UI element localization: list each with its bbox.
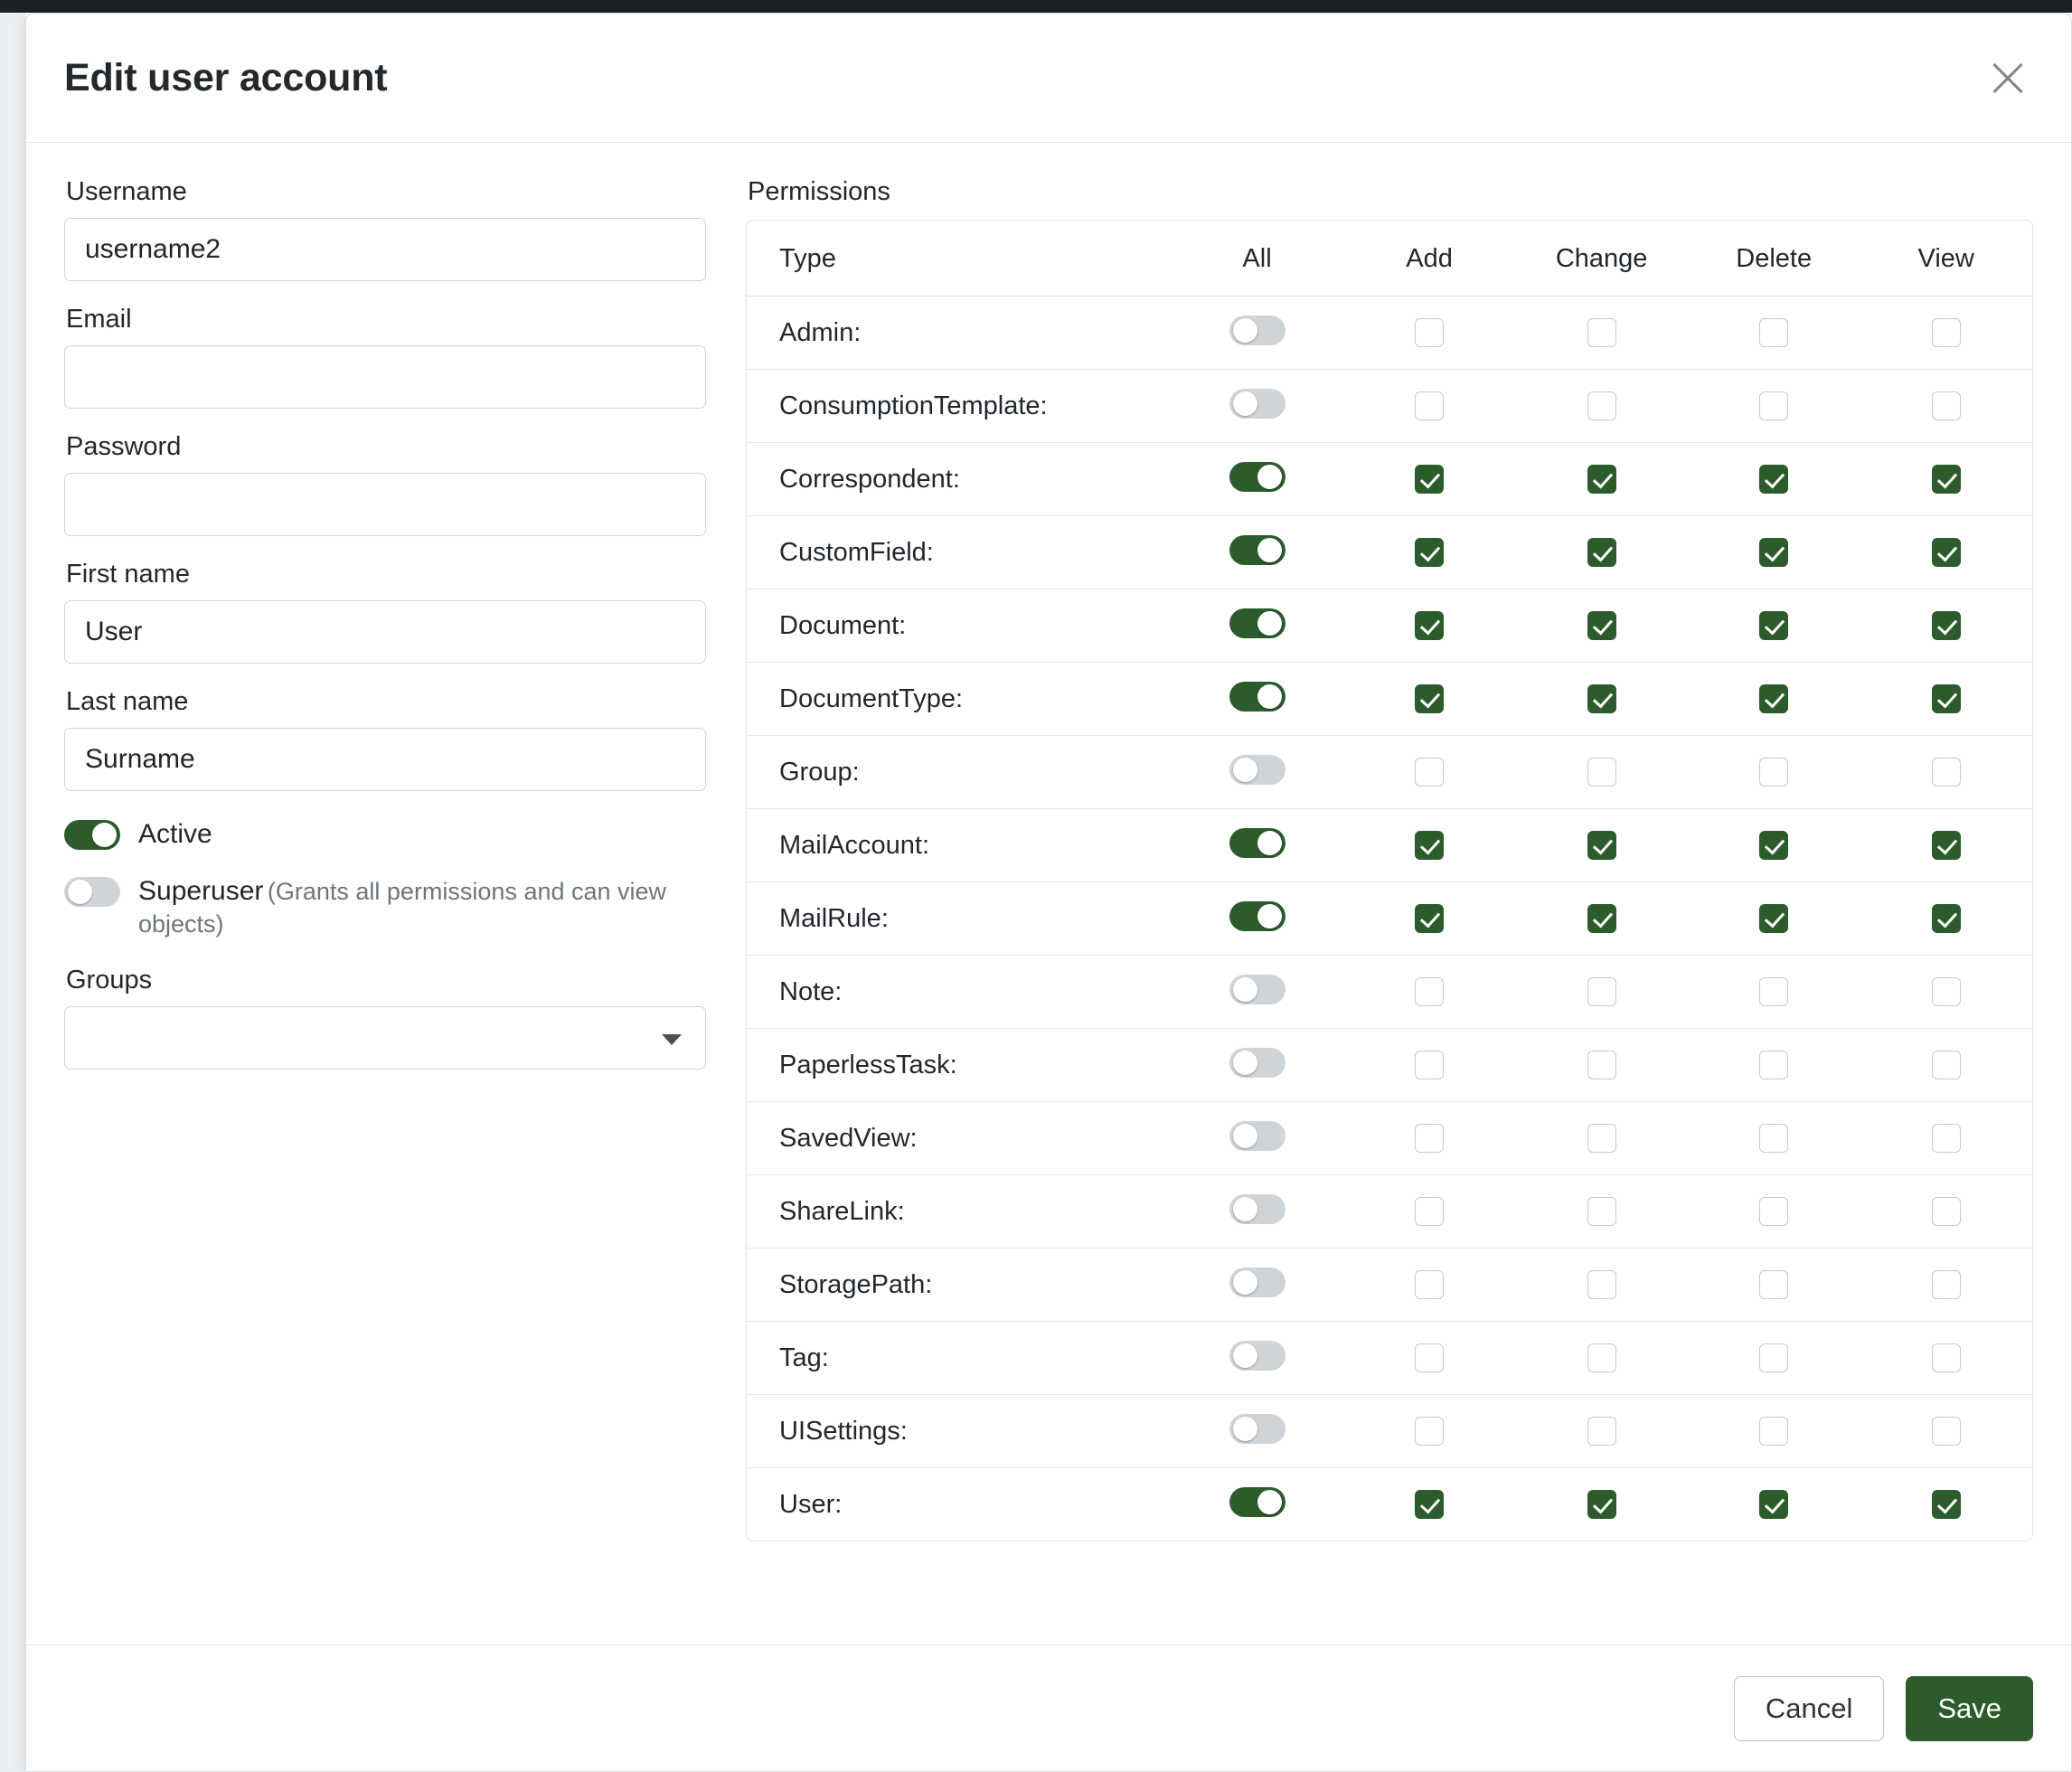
permission-change-cell — [1515, 1395, 1688, 1468]
permission-delete-checkbox[interactable] — [1759, 318, 1788, 347]
permission-change-checkbox[interactable] — [1587, 1051, 1616, 1079]
permission-delete-checkbox[interactable] — [1759, 1197, 1788, 1226]
permission-type-label: Tag: — [747, 1322, 1171, 1395]
permission-type-label: User: — [779, 1489, 843, 1519]
permission-all-toggle[interactable] — [1229, 1048, 1286, 1078]
column-header-view: View — [1860, 221, 2032, 297]
permission-add-cell — [1343, 589, 1516, 663]
permission-delete-checkbox[interactable] — [1759, 611, 1788, 640]
permission-change-checkbox[interactable] — [1587, 1270, 1616, 1299]
permission-add-checkbox[interactable] — [1415, 758, 1444, 787]
cancel-button[interactable]: Cancel — [1734, 1676, 1885, 1741]
groups-label: Groups — [66, 966, 153, 994]
table-row — [747, 956, 2032, 1029]
permission-view-cell — [1860, 809, 2032, 882]
permission-change-checkbox[interactable] — [1587, 758, 1616, 787]
permission-change-cell — [1515, 1249, 1688, 1322]
permission-all-cell — [1171, 736, 1343, 809]
permission-all-toggle[interactable] — [1229, 462, 1286, 492]
permission-type-label: Document: — [747, 589, 1171, 663]
active-toggle-row — [64, 815, 706, 853]
column-header-add: Add — [1343, 221, 1516, 297]
permissions-title: Permissions — [748, 177, 890, 206]
permission-change-checkbox[interactable] — [1587, 1490, 1616, 1519]
permission-delete-cell — [1688, 443, 1860, 516]
table-row — [747, 1029, 2032, 1102]
table-row — [747, 443, 2032, 516]
permission-change-cell — [1515, 443, 1688, 516]
permission-view-checkbox[interactable] — [1932, 904, 1961, 933]
password-field-group — [64, 432, 706, 536]
table-row — [747, 736, 2032, 809]
permission-view-cell — [1860, 736, 2032, 809]
active-toggle[interactable] — [64, 820, 120, 850]
permission-all-cell — [1171, 297, 1343, 370]
permission-all-cell — [1171, 1102, 1343, 1175]
permission-delete-cell — [1688, 736, 1860, 809]
permission-add-cell — [1343, 370, 1516, 443]
permission-view-checkbox[interactable] — [1932, 1197, 1961, 1226]
permission-view-checkbox[interactable] — [1932, 1270, 1961, 1299]
permission-view-cell — [1860, 1029, 2032, 1102]
permission-delete-checkbox[interactable] — [1759, 977, 1788, 1006]
permission-add-cell — [1343, 809, 1516, 882]
permission-add-checkbox[interactable] — [1415, 1343, 1444, 1372]
permission-type-label: MailAccount: — [747, 809, 1171, 882]
permission-view-cell — [1860, 516, 2032, 589]
permission-delete-checkbox[interactable] — [1759, 1051, 1788, 1079]
permission-view-checkbox[interactable] — [1932, 1417, 1961, 1446]
permission-delete-cell — [1688, 663, 1860, 736]
permission-delete-cell — [1688, 1175, 1860, 1249]
permission-all-cell — [1171, 1175, 1343, 1249]
permission-all-cell — [1171, 1029, 1343, 1102]
permission-delete-checkbox[interactable] — [1759, 758, 1788, 787]
permission-view-cell — [1860, 1175, 2032, 1249]
permission-add-checkbox[interactable] — [1415, 904, 1444, 933]
permission-change-cell — [1515, 663, 1688, 736]
permission-type-label: StoragePath: — [747, 1249, 1171, 1322]
permission-change-checkbox[interactable] — [1587, 904, 1616, 933]
permission-type-label: ConsumptionTemplate: — [747, 370, 1171, 443]
permission-change-cell — [1515, 297, 1688, 370]
table-row — [747, 1395, 2032, 1468]
permission-view-cell — [1860, 1395, 2032, 1468]
column-header-delete: Delete — [1688, 221, 1860, 297]
close-icon[interactable] — [1983, 52, 2033, 103]
column-header-type: Type — [747, 221, 1171, 297]
password-field[interactable] — [64, 473, 706, 536]
permission-type-label: UISettings: — [747, 1395, 1171, 1468]
permission-add-checkbox[interactable] — [1415, 1490, 1444, 1519]
first-name-field-group — [64, 560, 706, 664]
dialog-header — [26, 14, 2071, 143]
permission-change-cell — [1515, 956, 1688, 1029]
table-row — [747, 516, 2032, 589]
permission-type-label: Group: — [747, 736, 1171, 809]
edit-user-account-dialog — [25, 13, 2072, 1772]
permission-all-toggle[interactable] — [1229, 901, 1286, 931]
permission-add-checkbox[interactable] — [1415, 1124, 1444, 1153]
permission-delete-cell — [1688, 297, 1860, 370]
permission-all-toggle[interactable] — [1229, 535, 1286, 565]
username-field-group — [64, 177, 706, 281]
permission-delete-cell — [1688, 1322, 1860, 1395]
permission-add-cell — [1343, 443, 1516, 516]
permission-view-checkbox[interactable] — [1932, 977, 1961, 1006]
permission-add-cell — [1343, 516, 1516, 589]
user-form — [64, 177, 706, 1645]
permission-delete-cell — [1688, 516, 1860, 589]
permission-all-toggle[interactable] — [1229, 755, 1286, 785]
permission-view-cell — [1860, 663, 2032, 736]
permission-change-checkbox[interactable] — [1587, 318, 1616, 347]
last-name-input[interactable] — [64, 728, 706, 791]
table-row — [747, 370, 2032, 443]
permission-all-toggle[interactable] — [1229, 1194, 1286, 1224]
permission-change-checkbox[interactable] — [1587, 1124, 1616, 1153]
permission-view-checkbox[interactable] — [1932, 538, 1961, 567]
permission-all-cell — [1171, 443, 1343, 516]
permission-delete-cell — [1688, 1395, 1860, 1468]
permission-add-cell — [1343, 297, 1516, 370]
permission-view-cell — [1860, 1322, 2032, 1395]
permission-delete-cell — [1688, 882, 1860, 956]
table-row — [747, 589, 2032, 663]
permission-change-cell — [1515, 1029, 1688, 1102]
permission-delete-cell — [1688, 1102, 1860, 1175]
permission-all-cell — [1171, 956, 1343, 1029]
permission-add-checkbox[interactable] — [1415, 977, 1444, 1006]
permission-change-checkbox[interactable] — [1587, 538, 1616, 567]
permission-add-cell — [1343, 663, 1516, 736]
first-name-input[interactable] — [64, 600, 706, 664]
permission-add-cell — [1343, 1102, 1516, 1175]
permission-delete-checkbox[interactable] — [1759, 904, 1788, 933]
permission-all-cell — [1171, 1322, 1343, 1395]
permission-delete-checkbox[interactable] — [1759, 684, 1788, 713]
permission-add-checkbox[interactable] — [1415, 318, 1444, 347]
dialog-footer — [26, 1645, 2071, 1771]
permission-all-toggle[interactable] — [1229, 828, 1286, 858]
permissions-table — [746, 220, 2033, 1541]
permission-type-label: CustomField: — [747, 516, 1171, 589]
active-label: Active — [138, 819, 212, 849]
permission-type-label: Note: — [747, 956, 1171, 1029]
username-input[interactable] — [64, 218, 706, 281]
permission-view-checkbox[interactable] — [1932, 1343, 1961, 1372]
permission-view-checkbox[interactable] — [1932, 465, 1961, 494]
permission-view-cell — [1860, 1102, 2032, 1175]
permission-all-cell — [1171, 516, 1343, 589]
permission-view-checkbox[interactable] — [1932, 1051, 1961, 1079]
table-row — [747, 1322, 2032, 1395]
permission-delete-cell — [1688, 956, 1860, 1029]
permission-add-cell — [1343, 736, 1516, 809]
permission-add-checkbox[interactable] — [1415, 391, 1444, 420]
permission-delete-checkbox[interactable] — [1759, 1270, 1788, 1299]
permission-all-toggle[interactable] — [1229, 1341, 1286, 1371]
permission-change-checkbox[interactable] — [1587, 1343, 1616, 1372]
permission-view-cell — [1860, 443, 2032, 516]
permission-all-toggle[interactable] — [1229, 975, 1286, 1004]
permission-add-cell — [1343, 1322, 1516, 1395]
permission-change-cell — [1515, 882, 1688, 956]
permission-add-checkbox[interactable] — [1415, 465, 1444, 494]
permission-view-checkbox[interactable] — [1932, 318, 1961, 347]
permission-change-cell — [1515, 809, 1688, 882]
permission-view-cell — [1860, 882, 2032, 956]
permission-delete-cell — [1688, 370, 1860, 443]
permission-change-checkbox[interactable] — [1587, 391, 1616, 420]
permission-all-toggle[interactable] — [1229, 316, 1286, 345]
permission-change-cell — [1515, 736, 1688, 809]
permission-all-toggle[interactable] — [1229, 389, 1286, 419]
permission-add-cell — [1343, 1175, 1516, 1249]
permission-type-label: MailRule: — [747, 882, 1171, 956]
permission-change-checkbox[interactable] — [1587, 1417, 1616, 1446]
dialog-body — [26, 143, 2071, 1645]
superuser-toggle-row — [64, 872, 706, 938]
permission-view-cell — [1860, 370, 2032, 443]
table-row — [747, 297, 2032, 370]
permission-add-cell — [1343, 882, 1516, 956]
permission-add-checkbox[interactable] — [1415, 831, 1444, 860]
permission-view-checkbox[interactable] — [1932, 611, 1961, 640]
permissions-section — [746, 177, 2033, 1645]
permission-type-label: ShareLink: — [747, 1175, 1171, 1249]
permission-change-checkbox[interactable] — [1587, 831, 1616, 860]
permission-view-checkbox[interactable] — [1932, 391, 1961, 420]
permission-all-toggle[interactable] — [1229, 1268, 1286, 1297]
permission-change-cell — [1515, 589, 1688, 663]
permission-all-toggle[interactable] — [1229, 1414, 1286, 1444]
table-row — [747, 1175, 2032, 1249]
permission-change-cell — [1515, 370, 1688, 443]
permission-all-cell — [1171, 1468, 1343, 1541]
permission-add-cell — [1343, 1395, 1516, 1468]
permission-view-checkbox[interactable] — [1932, 1124, 1961, 1153]
permission-view-cell — [1860, 1468, 2032, 1541]
permission-change-checkbox[interactable] — [1587, 611, 1616, 640]
permission-add-checkbox[interactable] — [1415, 1417, 1444, 1446]
superuser-hint: (Grants all permissions and can view objects) — [138, 878, 667, 938]
table-row — [747, 1249, 2032, 1322]
superuser-label: Superuser — [138, 876, 264, 906]
permission-change-checkbox[interactable] — [1587, 1197, 1616, 1226]
permission-all-cell — [1171, 809, 1343, 882]
permission-delete-cell — [1688, 589, 1860, 663]
table-row — [747, 809, 2032, 882]
permission-view-cell — [1860, 956, 2032, 1029]
permission-type-label: Correspondent: — [747, 443, 1171, 516]
permission-all-cell — [1171, 882, 1343, 956]
permission-all-cell — [1171, 589, 1343, 663]
email-field-group — [64, 305, 706, 409]
page-title: Edit user account — [64, 55, 388, 99]
superuser-toggle[interactable] — [64, 877, 120, 907]
column-header-change: Change — [1515, 221, 1688, 297]
permission-delete-checkbox[interactable] — [1759, 465, 1788, 494]
groups-field-group — [64, 966, 706, 1070]
permission-all-toggle[interactable] — [1229, 608, 1286, 638]
first-name-label: First name — [66, 560, 190, 589]
permission-view-cell — [1860, 1249, 2032, 1322]
permission-all-cell — [1171, 1249, 1343, 1322]
permission-delete-cell — [1688, 1249, 1860, 1322]
permission-all-cell — [1171, 663, 1343, 736]
chevron-down-icon — [662, 1034, 682, 1045]
permission-change-cell — [1515, 1175, 1688, 1249]
permission-delete-checkbox[interactable] — [1759, 1124, 1788, 1153]
permission-view-checkbox[interactable] — [1932, 1490, 1961, 1519]
permission-add-cell — [1343, 1468, 1516, 1541]
permission-delete-checkbox[interactable] — [1759, 1490, 1788, 1519]
permission-change-cell — [1515, 1322, 1688, 1395]
permission-add-checkbox[interactable] — [1415, 1051, 1444, 1079]
permission-type-label: PaperlessTask: — [747, 1029, 1171, 1102]
permission-delete-cell — [1688, 1029, 1860, 1102]
column-header-all: All — [1171, 221, 1343, 297]
permission-delete-cell — [1688, 1468, 1860, 1541]
permission-view-checkbox[interactable] — [1932, 758, 1961, 787]
table-row — [747, 882, 2032, 956]
permission-change-cell — [1515, 1468, 1688, 1541]
permission-add-cell — [1343, 956, 1516, 1029]
permission-type-label: Admin: — [747, 297, 1171, 370]
permissions-body — [747, 297, 2032, 1541]
groups-select[interactable] — [64, 1006, 706, 1070]
last-name-label: Last name — [66, 687, 189, 716]
permission-change-checkbox[interactable] — [1587, 465, 1616, 494]
permission-change-checkbox[interactable] — [1587, 977, 1616, 1006]
last-name-field-group — [64, 687, 706, 791]
permission-add-checkbox[interactable] — [1415, 538, 1444, 567]
save-button[interactable]: Save — [1906, 1676, 2033, 1741]
permission-change-checkbox[interactable] — [1587, 684, 1616, 713]
permission-all-toggle[interactable] — [1229, 682, 1286, 712]
permission-all-toggle[interactable] — [1229, 1487, 1286, 1517]
permission-delete-checkbox[interactable] — [1759, 1343, 1788, 1372]
permission-all-cell — [1171, 1395, 1343, 1468]
email-label: Email — [66, 305, 132, 334]
permission-add-checkbox[interactable] — [1415, 1270, 1444, 1299]
permission-delete-checkbox[interactable] — [1759, 1417, 1788, 1446]
permission-delete-cell — [1688, 809, 1860, 882]
table-row — [747, 663, 2032, 736]
permission-view-cell — [1860, 297, 2032, 370]
permission-add-cell — [1343, 1249, 1516, 1322]
table-row — [747, 1102, 2032, 1175]
password-label: Password — [66, 432, 182, 461]
permission-change-cell — [1515, 1102, 1688, 1175]
permission-all-cell — [1171, 370, 1343, 443]
permission-delete-checkbox[interactable] — [1759, 831, 1788, 860]
permissions-header-row — [747, 221, 2032, 297]
permission-delete-checkbox[interactable] — [1759, 391, 1788, 420]
permission-delete-checkbox[interactable] — [1759, 538, 1788, 567]
username-label: Username — [66, 177, 187, 206]
permission-add-cell — [1343, 1029, 1516, 1102]
permission-change-cell — [1515, 516, 1688, 589]
table-row — [747, 1468, 2032, 1541]
permission-view-cell — [1860, 589, 2032, 663]
email-field[interactable] — [64, 345, 706, 409]
permission-type-label: SavedView: — [747, 1102, 1171, 1175]
permission-view-checkbox[interactable] — [1932, 684, 1961, 713]
permission-view-checkbox[interactable] — [1932, 831, 1961, 860]
permission-add-checkbox[interactable] — [1415, 684, 1444, 713]
permission-type-label: DocumentType: — [747, 663, 1171, 736]
permission-add-checkbox[interactable] — [1415, 1197, 1444, 1226]
permission-all-toggle[interactable] — [1229, 1121, 1286, 1151]
permission-add-checkbox[interactable] — [1415, 611, 1444, 640]
